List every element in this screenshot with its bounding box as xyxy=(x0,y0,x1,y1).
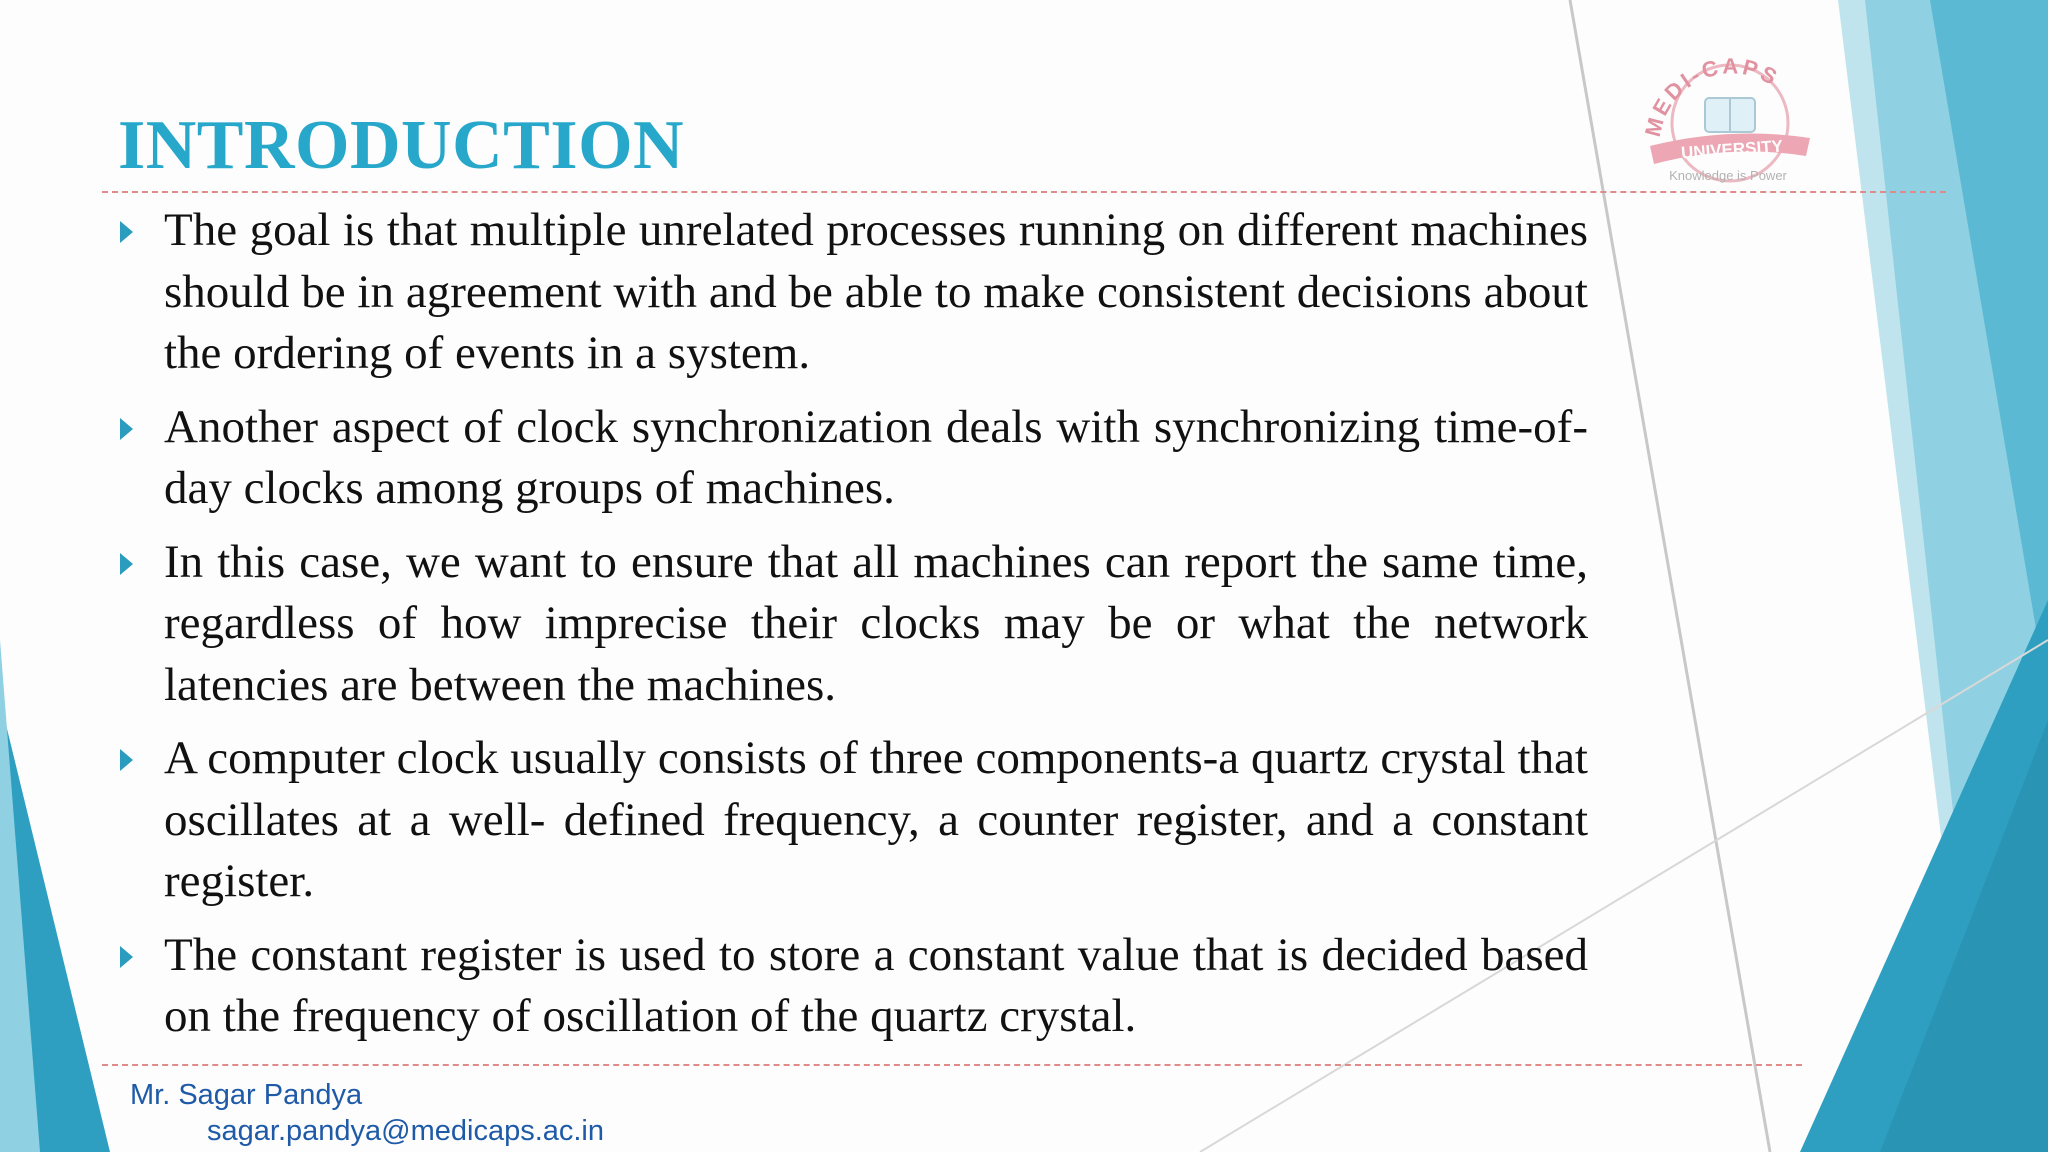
bullet-arrow-icon xyxy=(120,418,133,440)
bullet-arrow-icon xyxy=(120,749,133,771)
bullet-text: Another aspect of clock synchronization deals with synchronizing time-of-day clocks among groups of machines. xyxy=(164,400,1588,514)
logo-arc-text: MEDI-CAPS xyxy=(1639,53,1784,140)
bullet-item xyxy=(118,728,1588,913)
logo-tagline: Knowledge is Power xyxy=(1669,168,1787,183)
bullet-arrow-icon xyxy=(120,221,133,243)
bullet-item xyxy=(118,397,1588,520)
bullet-item xyxy=(118,925,1588,1048)
bullet-item xyxy=(118,532,1588,717)
footer-author: Mr. Sagar Pandya xyxy=(130,1079,363,1111)
logo-banner-text: UNIVERSITY xyxy=(1680,136,1784,163)
footer-email: sagar.pandya@medicaps.ac.in xyxy=(207,1115,605,1147)
bullet-item xyxy=(118,200,1588,385)
slide-title: INTRODUCTION xyxy=(118,107,685,184)
bullet-arrow-icon xyxy=(120,946,133,968)
bullet-text: A computer clock usually consists of three components-a quartz crystal that oscillates at a well- defined frequency, a counter register, and a constant register. xyxy=(164,732,1588,907)
footer-divider xyxy=(102,1064,1802,1066)
bullet-arrow-icon xyxy=(120,553,133,575)
university-logo xyxy=(1620,28,1840,198)
bullet-text: The goal is that multiple unrelated processes running on different machines should be in agreement with and be able to make consistent decisions about the ordering of events in a system. xyxy=(164,204,1588,379)
bullet-text: The constant register is used to store a constant value that is decided based on the frequency of oscillation of the quartz crystal. xyxy=(164,928,1588,1042)
bullet-list xyxy=(118,200,1588,1060)
title-divider xyxy=(102,191,1946,193)
bullet-text: In this case, we want to ensure that all machines can report the same time, regardless of how imprecise their clocks may be or what the network latencies are between the machines. xyxy=(164,535,1588,711)
